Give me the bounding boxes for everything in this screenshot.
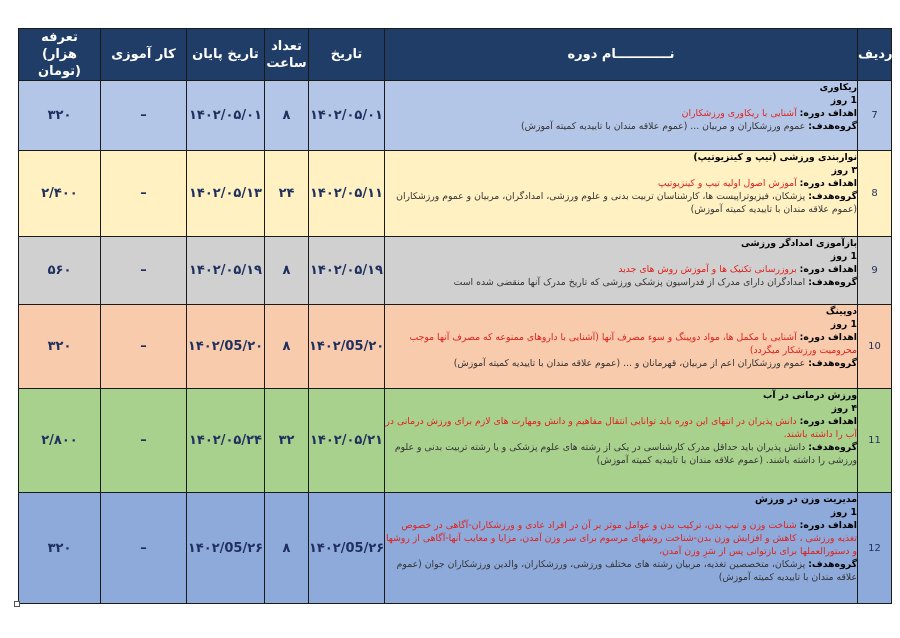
- date-cell: ۱۴۰۲/05/۲۰: [309, 305, 385, 389]
- hours-cell: ۸: [265, 237, 309, 305]
- course-audience: امدادگران دارای مدرک از فدراسیون پزشکی ورزشی که تاریخ مدرک آنها منقضی شده است: [453, 277, 806, 288]
- date-cell: ۱۴۰۲/05/۲۶: [309, 493, 385, 604]
- trainer-cell: –: [101, 389, 187, 493]
- date-cell: ۱۴۰۲/۰۵/۰۱: [309, 81, 385, 151]
- table-row: [19, 237, 892, 305]
- header-end-date: تاریخ پایان: [187, 29, 265, 81]
- fee-cell: ۲/۴۰۰: [19, 151, 101, 237]
- trainer-cell: –: [101, 151, 187, 237]
- goals-label: اهداف دوره:: [799, 520, 857, 531]
- goals-label: اهداف دوره:: [799, 416, 857, 427]
- end-date-cell: ۱۴۰۲/05/۲۰: [187, 305, 265, 389]
- courses-table: [18, 28, 892, 604]
- course-description: [385, 389, 858, 493]
- course-audience: عموم ورزشکاران اعم از مربیان، قهرمانان و ... (عموم علاقه مندان با تاییدیه کمیته آموزش): [453, 358, 806, 369]
- end-date-cell: ۱۴۰۲/05/۲۶: [187, 493, 265, 604]
- date-cell: ۱۴۰۲/۰۵/۱۱: [309, 151, 385, 237]
- row-number: 9: [858, 237, 892, 305]
- trainer-cell: –: [101, 81, 187, 151]
- header-row-number: ردیف: [858, 29, 892, 81]
- audience-label: گروه‌هدف:: [808, 358, 857, 369]
- hours-cell: ۸: [265, 81, 309, 151]
- course-goals: دانش پذیران در انتهای این دوره باید توانایی انتقال مفاهیم و دانش ومهارت های لازم برای ورزش درمانی در آب را داشته باشند.: [385, 416, 857, 440]
- trainer-cell: –: [101, 493, 187, 604]
- course-description: [385, 493, 858, 604]
- course-duration: ۳ روز: [831, 165, 857, 176]
- goals-label: اهداف دوره:: [799, 332, 857, 343]
- course-audience: پزشکان، فیزیوتراپیست ها، کارشناسان تربیت بدنی و علوم ورزشی، امدادگران، مربیان و عموم ورزشکاران (عموم علاقه مندان با تاییدیه کمیته آموزش): [396, 191, 857, 215]
- date-cell: ۱۴۰۲/۰۵/۲۱: [309, 389, 385, 493]
- row-number: 12: [858, 493, 892, 604]
- audience-label: گروه‌هدف:: [808, 191, 857, 202]
- course-title: مدیریت وزن در ورزش: [755, 494, 857, 505]
- course-description: [385, 151, 858, 237]
- trainer-cell: –: [101, 305, 187, 389]
- audience-label: گروه‌هدف:: [808, 277, 857, 288]
- course-goals: آموزش اصول اولیه تیپ و کینزیوتیپ: [657, 178, 797, 189]
- fee-cell: ۲/۸۰۰: [19, 389, 101, 493]
- course-title: ریکاوری: [819, 82, 857, 93]
- end-date-cell: ۱۴۰۲/۰۵/۲۴: [187, 389, 265, 493]
- course-description: [385, 305, 858, 389]
- header-date: تاریخ: [309, 29, 385, 81]
- header-hours: تعداد ساعت: [265, 29, 309, 81]
- header-fee: تعرفه (هزار تومان): [19, 29, 101, 81]
- course-audience: دانش پذیران باید حداقل مدرک کارشناسی در یکی از رشته های علوم پزشکی و یا رشته تربیت بدنی و علوم ورزشی را داشته باشند. (عموم علاقه مندان با تاییدیه کمیته آموزش): [394, 442, 857, 466]
- header-row: [19, 29, 892, 81]
- end-date-cell: ۱۴۰۲/۰۵/۱۳: [187, 151, 265, 237]
- goals-label: اهداف دوره:: [799, 108, 857, 119]
- end-date-cell: ۱۴۰۲/۰۵/۱۹: [187, 237, 265, 305]
- goals-label: اهداف دوره:: [799, 264, 857, 275]
- course-duration: ۴ روز: [831, 403, 857, 414]
- course-duration: 1 روز: [830, 95, 857, 106]
- course-title: ورزش درمانی در آب: [763, 390, 857, 401]
- row-number: 8: [858, 151, 892, 237]
- course-duration: 1 روز: [830, 319, 857, 330]
- table-row: [19, 493, 892, 604]
- table-row: [19, 389, 892, 493]
- course-audience: عموم ورزشکاران و مربیان ... (عموم علاقه مندان با تاییدیه کمیته آموزش): [520, 121, 806, 132]
- course-duration: 1 روز: [830, 507, 857, 518]
- row-number: 7: [858, 81, 892, 151]
- course-description: [385, 81, 858, 151]
- hours-cell: ۲۴: [265, 151, 309, 237]
- course-duration: 1 روز: [830, 251, 857, 262]
- trainer-cell: –: [101, 237, 187, 305]
- audience-label: گروه‌هدف:: [808, 121, 857, 132]
- hours-cell: ۸: [265, 305, 309, 389]
- audience-label: گروه‌هدف:: [808, 442, 857, 453]
- header-course-name: نــــــــــــام دوره: [385, 29, 858, 81]
- table-move-handle[interactable]: [14, 601, 20, 607]
- hours-cell: ۳۲: [265, 389, 309, 493]
- fee-cell: ۳۲۰: [19, 305, 101, 389]
- header-trainer: کار آموزی: [101, 29, 187, 81]
- audience-label: گروه‌هدف:: [808, 559, 857, 570]
- course-goals: بروزرسانی تکنیک ها و آموزش روش های جدید: [618, 264, 797, 275]
- fee-cell: ۳۲۰: [19, 493, 101, 604]
- course-title: دوپینگ: [825, 306, 857, 317]
- course-title: بازآموزی امدادگر ورزشی: [741, 238, 857, 249]
- table-row: [19, 81, 892, 151]
- fee-cell: ۵۶۰: [19, 237, 101, 305]
- course-audience: پزشکان، متخصصین تغذیه، مربیان رشته های مختلف ورزشی، ورزشکاران، والدین ورزشکاران جوان (عموم علاقه مندان با تاییدیه کمیته آموزش): [396, 559, 857, 583]
- course-goals: شناخت وزن و تیپ بدن، ترکیب بدن و عوامل موثر بر آن در افراد عادی و ورزشکاران-آگاهی در خصوص تغذیه ورزشی ، کاهش و افزایش وزن بدن-شناخت روشهای مرسوم برای سر وزن آمدن، مزایا و معایب آنها-آگاهی از روشها و دستورالعملها برای بازتوانی پس از سَرِ وزن آمدن،: [385, 520, 857, 557]
- table-row: [19, 305, 892, 389]
- row-number: 10: [858, 305, 892, 389]
- date-cell: ۱۴۰۲/۰۵/۱۹: [309, 237, 385, 305]
- course-goals: آشنایی با ریکاوری ورزشکاران: [681, 108, 797, 119]
- course-title: نواربندی ورزشی (تیپ و کینزیوتیپ): [693, 152, 857, 163]
- goals-label: اهداف دوره:: [799, 178, 857, 189]
- course-goals: آشنایی با مکمل ها، مواد دوپینگ و سوء مصرف آنها (آشنایی با داروهای ممنوعه که مصرف آنها موجب محرومیت ورزشکار میگردد): [409, 332, 857, 356]
- hours-cell: ۸: [265, 493, 309, 604]
- fee-cell: ۳۲۰: [19, 81, 101, 151]
- row-number: 11: [858, 389, 892, 493]
- course-description: [385, 237, 858, 305]
- table-row: [19, 151, 892, 237]
- end-date-cell: ۱۴۰۲/۰۵/۰۱: [187, 81, 265, 151]
